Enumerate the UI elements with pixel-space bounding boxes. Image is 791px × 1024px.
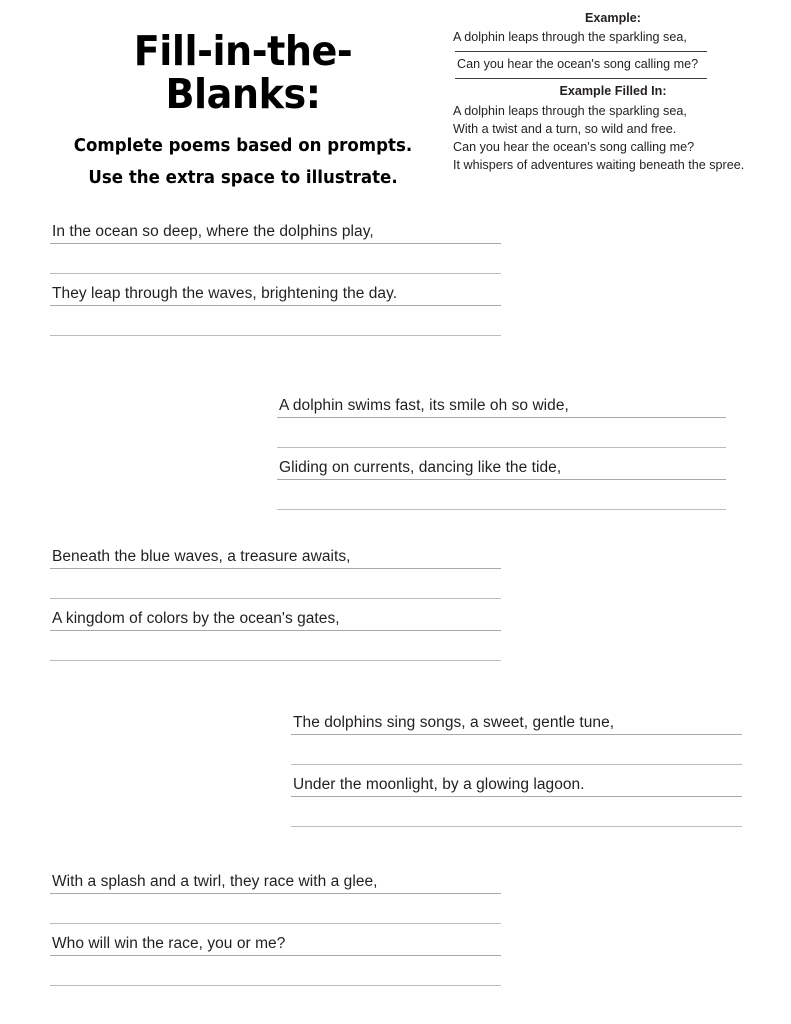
- poem-prompt-line: [50, 866, 501, 898]
- poem-answer-line[interactable]: [50, 898, 501, 928]
- poem-prompt-line: [291, 769, 742, 801]
- example-prompt-line-1: A dolphin leaps through the sparkling sea,: [453, 29, 687, 44]
- poem-answer-line[interactable]: [291, 801, 742, 831]
- example-filled-line-3: Can you hear the ocean's song calling me?: [453, 140, 695, 154]
- writing-rule: [50, 630, 501, 631]
- poem-prompt-line: [50, 541, 501, 573]
- poem-prompt-text: Gliding on currents, dancing like the tide,: [279, 459, 562, 476]
- worksheet-header: [0, 0, 791, 200]
- subtitle-instructions-2: Use the extra space to illustrate.: [88, 167, 398, 188]
- poem-prompt-line: [277, 452, 726, 484]
- poem-prompt-text: The dolphins sing songs, a sweet, gentle tune,: [293, 714, 615, 731]
- writing-rule: [277, 417, 726, 418]
- writing-rule: [50, 335, 501, 336]
- page-title: Fill-in-the-Blanks:: [133, 27, 353, 119]
- poem-prompt-line: [50, 278, 501, 310]
- poem-prompt-text: With a splash and a twirl, they race with a glee,: [52, 873, 378, 890]
- poem-prompt-text: Beneath the blue waves, a treasure awaits,: [52, 548, 351, 565]
- subtitle-instructions-1: Complete poems based on prompts.: [73, 136, 413, 157]
- poem-prompt-text: Who will win the race, you or me?: [52, 935, 286, 952]
- example-blank-rule-1: [455, 51, 707, 52]
- stanza-block: [277, 390, 726, 514]
- writing-rule: [277, 509, 726, 510]
- writing-rule: [277, 447, 726, 448]
- poem-prompt-text: They leap through the waves, brightening the day.: [52, 285, 398, 302]
- poem-answer-line[interactable]: [50, 310, 501, 340]
- writing-rule: [50, 568, 501, 569]
- poem-prompt-text: A dolphin swims fast, its smile oh so wide,: [279, 397, 569, 414]
- poem-answer-line[interactable]: [50, 573, 501, 603]
- poem-prompt-line: [50, 216, 501, 248]
- stanza-block: [50, 866, 501, 990]
- example-filled-body: [453, 102, 773, 175]
- title-block: [48, 27, 438, 188]
- poem-answer-line[interactable]: [277, 422, 726, 452]
- poem-prompt-line: [50, 928, 501, 960]
- stanza-block: [50, 216, 501, 340]
- poem-answer-line[interactable]: [291, 739, 742, 769]
- example-blank-rule-2: [455, 78, 707, 79]
- writing-rule: [277, 479, 726, 480]
- poem-prompt-line: [50, 603, 501, 635]
- poem-answer-line[interactable]: [50, 960, 501, 990]
- writing-rule: [50, 893, 501, 894]
- example-filled-line-4: It whispers of adventures waiting beneath the spree.: [453, 158, 745, 173]
- poem-prompt-line: [291, 707, 742, 739]
- writing-rule: [50, 273, 501, 274]
- poem-prompt-text: A kingdom of colors by the ocean's gates,: [52, 610, 340, 627]
- poem-prompt-text: Under the moonlight, by a glowing lagoon.: [293, 776, 585, 793]
- writing-rule: [50, 598, 501, 599]
- example-filled-line-2: With a twist and a turn, so wild and free.: [453, 121, 677, 136]
- example-panel: [453, 10, 773, 175]
- poem-prompt-line: [277, 390, 726, 422]
- stanza-block: [50, 541, 501, 665]
- stanza-block: [291, 707, 742, 831]
- writing-rule: [291, 796, 742, 797]
- example-filled-line-1: A dolphin leaps through the sparkling sea,: [453, 103, 687, 118]
- writing-rule: [50, 923, 501, 924]
- writing-rule: [50, 985, 501, 986]
- example-prompt-line-2: Can you hear the ocean's song calling me?: [457, 56, 699, 71]
- writing-rule: [50, 660, 501, 661]
- poem-prompt-text: In the ocean so deep, where the dolphins play,: [52, 223, 374, 240]
- writing-rule: [291, 826, 742, 827]
- writing-rule: [291, 764, 742, 765]
- example-heading: Example:: [585, 11, 641, 25]
- poem-answer-line[interactable]: [50, 248, 501, 278]
- writing-rule: [50, 955, 501, 956]
- poem-answer-line[interactable]: [277, 484, 726, 514]
- writing-rule: [50, 305, 501, 306]
- writing-rule: [50, 243, 501, 244]
- example-filled-heading: Example Filled In:: [559, 83, 667, 98]
- poem-answer-line[interactable]: [50, 635, 501, 665]
- writing-rule: [291, 734, 742, 735]
